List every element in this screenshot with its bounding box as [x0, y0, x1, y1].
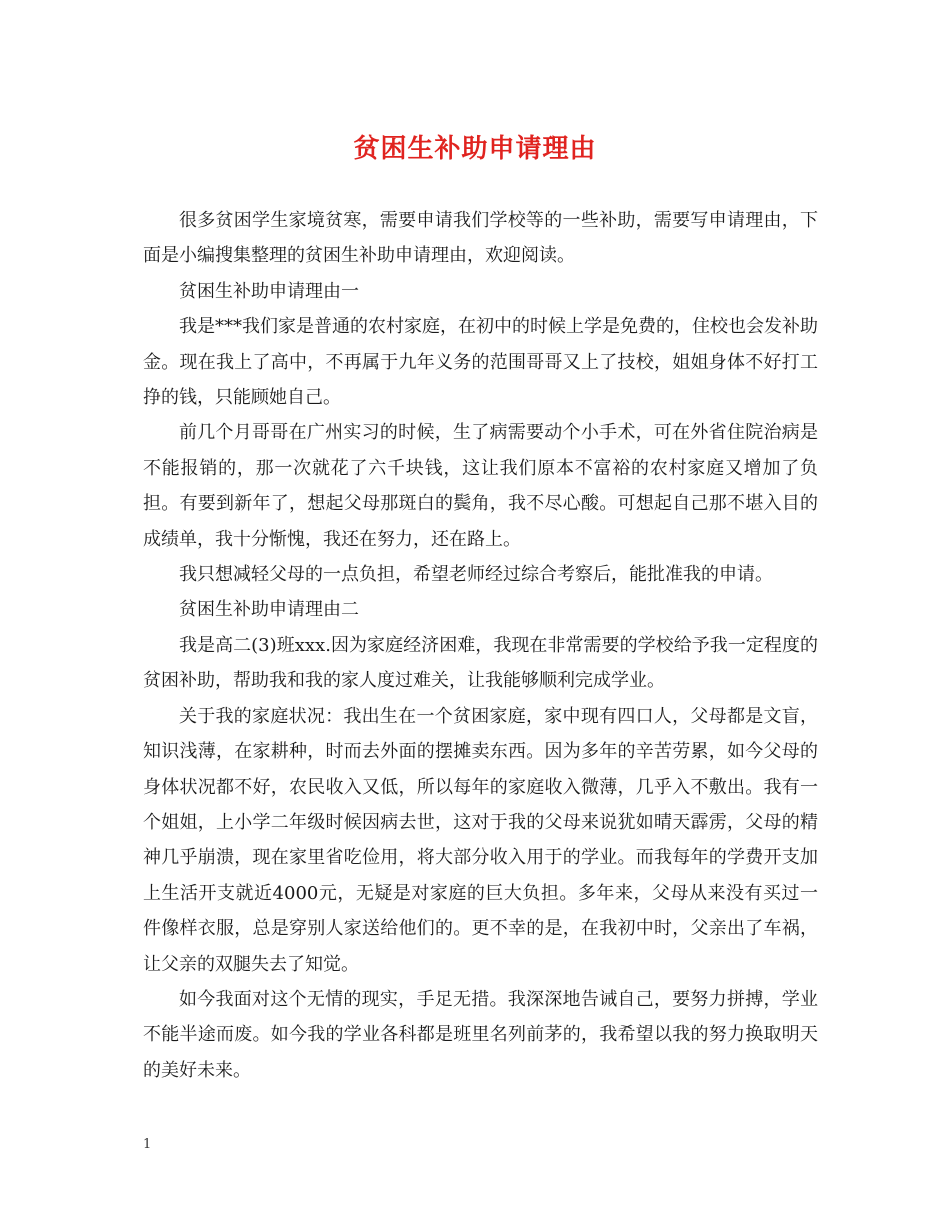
body-paragraph: 我是***我们家是普通的农村家庭，在初中的时候上学是免费的，住校也会发补助金。现在我上了高中，不再属于九年义务的范围哥哥又上了技校，姐姐身体不好打工挣的钱，只能顾她自己。 [143, 316, 818, 409]
body-paragraph: 关于我的家庭状况：我出生在一个贫困家庭，家中现有四口人，父母都是文盲，知识浅薄，在家耕种，时而去外面的摆摊卖东西。因为多年的辛苦劳累，如今父母的身体状况都不好，农民收入又低，所以每年的家庭收入微薄，几乎入不敷出。我有一个姐姐，上小学二年级时候因病去世，这对于我的父母来说犹如晴天霹雳，父母的精神几乎崩溃，现在家里省吃俭用，将大部分收入用于的学业。而我每年的学费开支加上生活开支就近4000元，无疑是对家庭的巨大负担。多年来，父母从来没有买过一件像样衣服，总是穿别人家送给他们的。更不幸的是，在我初中时，父亲出了车祸，让父亲的双腿失去了知觉。 [143, 705, 818, 975]
section-heading-one: 贫困生补助申请理由一 [179, 280, 359, 302]
section-heading-two: 贫困生补助申请理由二 [179, 599, 359, 621]
body-paragraph: 如今我面对这个无情的现实，手足无措。我深深地告诫自己，要努力拼搏，学业不能半途而废。如今我的学业各科都是班里名列前茅的，我希望以我的努力换取明天的美好未来。 [143, 988, 818, 1081]
document-body [143, 203, 818, 1088]
body-paragraph: 我是高二(3)班xxx.因为家庭经济困难，我现在非常需要的学校给予我一定程度的贫困补助，帮助我和我的家人度过难关，让我能够顺利完成学业。 [143, 634, 818, 692]
intro-paragraph: 很多贫困学生家境贫寒，需要申请我们学校等的一些补助，需要写申请理由，下面是小编搜集整理的贫困生补助申请理由，欢迎阅读。 [143, 210, 818, 267]
body-paragraph: 我只想减轻父母的一点负担，希望老师经过综合考察后，能批准我的申请。 [179, 564, 773, 586]
document-title: 贫困生补助申请理由 [353, 134, 597, 164]
page-number: 1 [143, 1137, 152, 1152]
body-paragraph: 前几个月哥哥在广州实习的时候，生了病需要动个小手术，可在外省住院治病是不能报销的，那一次就花了六千块钱，这让我们原本不富裕的农村家庭又增加了负担。有要到新年了，想起父母那斑白的鬓角，我不尽心酸。可想起自己那不堪入目的成绩单，我十分惭愧，我还在努力，还在路上。 [143, 422, 818, 550]
